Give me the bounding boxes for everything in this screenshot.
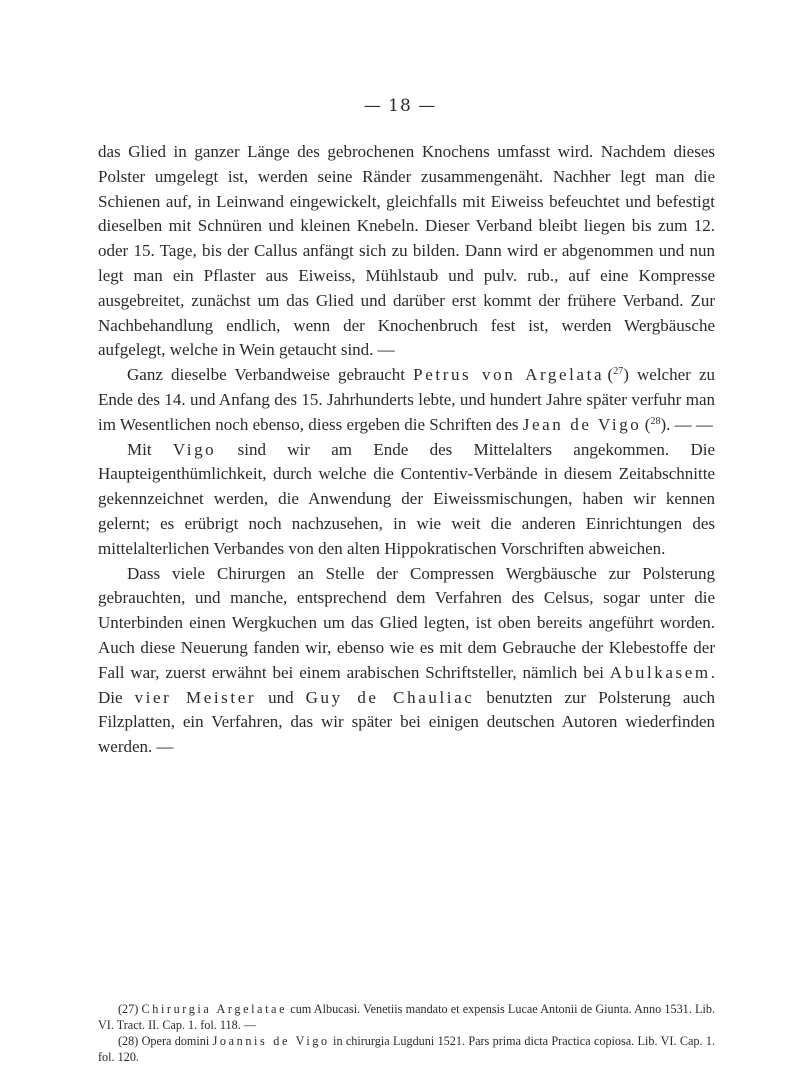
footnote-27-marker: (27) xyxy=(118,1002,139,1016)
body-text xyxy=(98,140,715,760)
author-jean-de-vigo: Jean de Vigo xyxy=(522,414,642,434)
footnote-28-lead: Opera domini xyxy=(138,1034,213,1048)
paragraph-2-lead: Ganz dieselbe Verbandweise gebraucht xyxy=(127,365,414,385)
paragraph-3-rest: sind wir am Ende des Mittelalters angekommen. Die Haupteigenthümlichkeit, durch welche die Contentiv-Verbände in diesem Zeitabschnitte gekennzeichnet werden, die Anwendung der Eiweissmischungen, haben wir kennen gelernt; es erübrigt noch nachzusehen, in wie weit die anderen Einrichtungen des mittelalterlichen Verbandes von den alten Hippokratischen Vorschriften abweichen. xyxy=(98,439,715,558)
paragraph-1: das Glied in ganzer Länge des gebrochenen Knochens umfasst wird. Nachdem dieses Polster umgelegt ist, werden seine Ränder zusammengenäht. Nachher legt man die Schienen auf, in Leinwand eingewickelt, gleichfalls mit Eiweiss befeuchtet und befestigt dieselben mit Schnüren und kleinen Knebeln. Dieser Verband bleibt liegen bis zum 12. oder 15. Tage, bis der Callus anfängt sich zu bilden. Dann wird er abgenommen und nun legt man ein Pflaster aus Eiweiss, Mühlstaub und pulv. rub., auf eine Kompresse ausgebreitet, zunächst um das Glied und darüber erst kommt der frühere Verband. Zur Nachbehandlung endlich, wenn der Knochenbruch fest ist, werden Wergbäusche aufgelegt, welche in Wein getaucht sind. — xyxy=(98,142,715,360)
author-guy-de-chauliac: Guy de Chauliac xyxy=(305,687,475,707)
author-vigo: Vigo xyxy=(172,439,217,459)
paragraph-2-end: . — — xyxy=(666,414,713,434)
paragraph-4-mid1: . Die xyxy=(98,662,715,707)
paragraph-4 xyxy=(98,562,715,760)
paragraph-4-lead: Dass viele Chirurgen an Stelle der Compressen Wergbäusche zur Polsterung gebrauchten, und manche, entsprechend dem Verfahren des Celsus, sogar unter die Unterbinden einen Wergkuchen um das Glied legten, ist oben bereits angeführt worden. Auch diese Neuerung fanden wir, ebenso wie es mit dem Gebrauche der Klebestoffe der Fall war, zuerst erwähnt bei einem arabischen Schriftsteller, nämlich bei xyxy=(98,563,715,682)
page-number: — 18 — xyxy=(363,96,437,116)
footnote-27 xyxy=(98,1001,715,1033)
footnote-28 xyxy=(98,1033,715,1065)
paragraph-3 xyxy=(98,438,715,562)
paragraph-2: Ganz dieselbe Verbandweise gebraucht Petrus von Argelata ($^{27}$) welcher zu Ende des 14. und Anfang des 15. Jahrhunderts lebte, und hundert Jahre später verfuhr man im Wesentlichen noch ebenso, diess ergeben die Schriften des Jean de Vigo ($^{28}$). — — xyxy=(98,365,715,434)
author-vier-meister: vier Meister xyxy=(134,687,257,707)
author-petrus-von-argelata: Petrus von Argelata xyxy=(413,365,605,385)
paragraph-2-middle: welcher zu Ende des 14. und Anfang des 15. Jahrhunderts lebte, und hundert Jahre später verfuhr man im Wesentlichen noch ebenso, diess ergeben die Schriften des xyxy=(98,365,715,434)
footnote-27-title: Chirurgia Argelatae xyxy=(141,1002,288,1016)
author-abulkasem: Abulkasem xyxy=(609,662,711,682)
footnotes xyxy=(98,1001,715,1065)
footnote-ref-28: 28 xyxy=(650,415,661,427)
paragraph-3-lead: Mit xyxy=(127,439,173,459)
paragraph-4-rest: benutzten zur Polsterung auch Filzplatten, ein Verfahren, das wir später bei einigen deutschen Autoren wiederfinden werden. — xyxy=(98,687,716,757)
footnote-ref-27: 27 xyxy=(613,366,624,378)
footnote-27-text: cum Albucasi. Venetiis mandato et expensis Lucae Antonii de Giunta. Anno 1531. Lib. VI. Tract. II. Cap. 1. fol. 118. — xyxy=(98,1002,715,1032)
footnote-28-author: Joannis de Vigo xyxy=(212,1034,330,1048)
footnote-28-text: in chirurgia Lugduni 1521. Pars prima dicta Practica copiosa. Lib. VI. Cap. 1. fol. 120. xyxy=(98,1034,715,1064)
paragraph-4-mid2: und xyxy=(256,687,306,707)
footnote-28-marker: (28) xyxy=(118,1034,139,1048)
